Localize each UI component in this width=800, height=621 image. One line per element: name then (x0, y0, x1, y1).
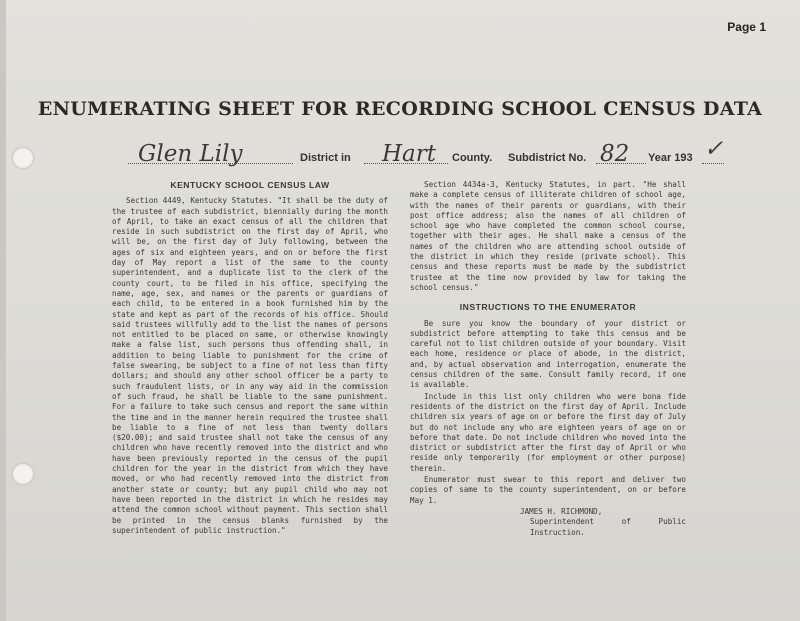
district-label: District in (300, 152, 351, 164)
right-column (410, 180, 686, 539)
instruction-paragraph-3: Enumerator must swear to this report and deliver two copies of same to the county superintendent, on or before May 1. (410, 475, 686, 505)
county-handwritten: Hart (382, 141, 437, 167)
county-label: County. (452, 152, 493, 164)
census-law-text: Section 4449, Kentucky Statutes. "It shall be the duty of the trustee of each subdistrict, biennially during the month of April, to take an exact census of all the children that reside in such subdistrict on the first day of April, who will be, on the first day of July following, between the ages of six and eighteen years, and on or before the first day of May report a list of the same to the county superintendent, and a duplicate list to the clerk of the county court, to be filed in his office, specifying the name, age, sex, and names or the parents or guardians of each child, to be entered in a book furnished him by the state and kept as part of the records of his office. Should said trustees willfully add to the list the names of persons not entitled to be placed on same, or otherwise knowingly make a false list, such persons thus offending shall, in addition to being liable to punishment for the crime of false swearing, be subject to a fine of not less than fifty dollars; and should any other school officer be a party to such fraudulent lists, or in any way aid in the commission of such fraud, he shall be liable to the same punishment. For a failure to take such census and report the same within the time and in the manner herein required the trustee shall be liable to a fine of not less than twenty dollars ($20.00); and said trustee shall not take the census of any children who have recently removed into the district and who have been previously reported in the census of the pupil children for the year in the district from which they have moved, or who had recently removed into the district from another state or county; but any pupil child who may not have been reported in the district in which he resides may attend the common school without payment. This section shall be printed in the census blanks furnished by the superintendent of public instruction." (112, 196, 388, 535)
instructions-heading: INSTRUCTIONS TO THE ENUMERATOR (459, 302, 637, 313)
district-handwritten: Glen Lily (138, 141, 243, 167)
year-check-mark: ✓ (704, 136, 724, 162)
punch-hole-bottom (12, 463, 34, 485)
sheet-title: ENUMERATING SHEET FOR RECORDING SCHOOL CENSUS DATA (37, 98, 763, 120)
year-underline (702, 163, 724, 164)
signature-block (410, 507, 686, 538)
instruction-paragraph-2: Include in this list only children who were bona fide residents of the district on the first day of April. Include children six years of age on or before the first day of July but do not include any who are eighteen years of age on or before that date. Do not include children who moved into the district or subdistrict after the first day of April or who reside only temporarily (for employment or other purpose) therein. (410, 391, 686, 473)
year-label: Year 193 (648, 152, 693, 164)
census-law-heading: KENTUCKY SCHOOL CENSUS LAW (170, 180, 330, 190)
header-fill-row (110, 136, 730, 167)
instruction-paragraph-1: Be sure you know the boundary of your district or subdistrict before attempting to take this census and be careful not to list children outside of your boundary. Visit each home, residence or place of abode, in the district, and, by actual observation and interrogation, enumerate the census children of the same. Consult family record, if one is available. (410, 318, 686, 390)
statute-excerpt: Section 4434a-3, Kentucky Statutes, in part. "He shall make a complete census of illiterate children of school age, with the names of their parents or guardians, with their post office address; also the names of all children of school age who have completed the common school course, together with their ages. He shall make a census of the names of the children who are attending school outside of the district in which they reside (private school). This census and these reports must be made by the subdistrict trustee at the time now provided by law for taking the school census." (410, 180, 686, 292)
left-column (112, 180, 388, 537)
signature-title: Superintendent of Public Instruction. (530, 517, 686, 537)
page-number: Page 1 (727, 20, 766, 34)
signature-name: JAMES H. RICHMOND, (520, 506, 603, 516)
page-fold-shadow (0, 0, 6, 621)
subdistrict-handwritten: 82 (600, 141, 630, 167)
punch-hole-top (12, 147, 34, 169)
subdistrict-label: Subdistrict No. (508, 152, 587, 164)
